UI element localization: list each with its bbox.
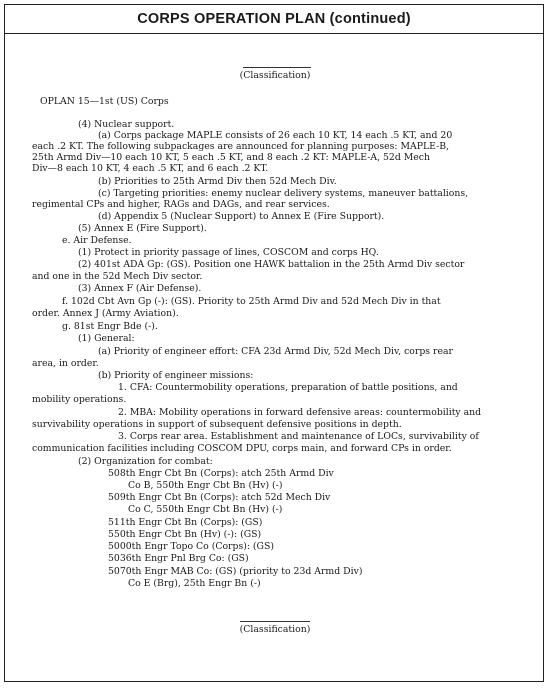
body-line: g. 81st Engr Bde (-). [62, 321, 158, 332]
body-line: Div—8 each 10 KT, 4 each .5 KT, and 6 each .2 KT. [32, 163, 269, 174]
body-line: (a) Corps package MAPLE consists of 26 each 10 KT, 14 each .5 KT, and 20 [98, 130, 453, 141]
body-line: (a) Priority of engineer effort: CFA 23d Armd Div, 52d Mech Div, corps rear [98, 346, 453, 357]
body-line: 511th Engr Cbt Bn (Corps): (GS) [108, 517, 263, 528]
classification-rule-top [243, 67, 311, 68]
body-line: 1. CFA: Countermobility operations, preparation of battle positions, and [118, 382, 458, 393]
oplan-title: OPLAN 15—1st (US) Corps [40, 96, 169, 107]
classification-bottom: (Classification) [239, 624, 311, 635]
body-line: 550th Engr Cbt Bn (Hv) (-): (GS) [108, 529, 262, 540]
body-line: (1) Protect in priority passage of lines, COSCOM and corps HQ. [78, 247, 379, 258]
body-line: (2) 401st ADA Gp: (GS). Position one HAWK battalion in the 25th Armd Div sector [78, 259, 465, 270]
body-line: (1) General: [78, 333, 135, 344]
body-line: (b) Priorities to 25th Armd Div then 52d Mech Div. [98, 176, 337, 187]
body-line: (5) Annex E (Fire Support). [78, 223, 207, 234]
body-line: area, in order. [32, 358, 99, 369]
body-line: Co E (Brg), 25th Engr Bn (-) [128, 578, 261, 589]
body-line: 2. MBA: Mobility operations in forward defensive areas: countermobility and [118, 407, 482, 418]
body-line: survivability operations in support of subsequent defensive positions in depth. [32, 419, 402, 430]
body-line: order. Annex J (Army Aviation). [32, 308, 179, 319]
body-line: 508th Engr Cbt Bn (Corps): atch 25th Armd Div [108, 468, 334, 479]
body-line: Co B, 550th Engr Cbt Bn (Hv) (-) [128, 480, 283, 491]
body-line: 509th Engr Cbt Bn (Corps): atch 52d Mech Div [108, 492, 331, 503]
body-line: Co C, 550th Engr Cbt Bn (Hv) (-) [128, 504, 283, 515]
body-line: 25th Armd Div—10 each 10 KT, 5 each .5 KT, and 8 each .2 KT: MAPLE-A, 52d Mech [32, 152, 430, 163]
classification-top: (Classification) [239, 70, 311, 81]
body-line: 5036th Engr Pnl Brg Co: (GS) [108, 553, 249, 564]
body-line: (d) Appendix 5 (Nuclear Support) to Annex E (Fire Support). [98, 211, 385, 222]
body-line: f. 102d Cbt Avn Gp (-): (GS). Priority to 25th Armd Div and 52d Mech Div in that [62, 296, 441, 307]
body-line: (c) Targeting priorities: enemy nuclear delivery systems, maneuver battalions, [98, 188, 469, 199]
header-title: CORPS OPERATION PLAN (continued) [137, 10, 411, 27]
body-line: mobility operations. [32, 394, 127, 405]
classification-rule-bottom [240, 621, 310, 622]
body-line: (4) Nuclear support. [78, 119, 175, 130]
body-line: communication facilities including COSCOM DPU, corps main, and forward CPs in order. [32, 443, 452, 454]
body-line: each .2 KT. The following subpackages are announced for planning purposes: MAPLE-B, [32, 141, 450, 152]
body-line: 3. Corps rear area. Establishment and maintenance of LOCs, survivability of [118, 431, 479, 442]
body-line: 5070th Engr MAB Co: (GS) (priority to 23d Armd Div) [108, 566, 363, 577]
body-line: (3) Annex F (Air Defense). [78, 283, 202, 294]
page-header [4, 4, 544, 34]
body-line: and one in the 52d Mech Div sector. [32, 271, 203, 282]
body-line: regimental CPs and higher, RAGs and DAGs, and rear services. [32, 199, 330, 210]
body-line: (b) Priority of engineer missions: [98, 370, 254, 381]
body-line: (2) Organization for combat: [78, 456, 213, 467]
body-line: e. Air Defense. [62, 235, 132, 246]
body-line: 5000th Engr Topo Co (Corps): (GS) [108, 541, 274, 552]
